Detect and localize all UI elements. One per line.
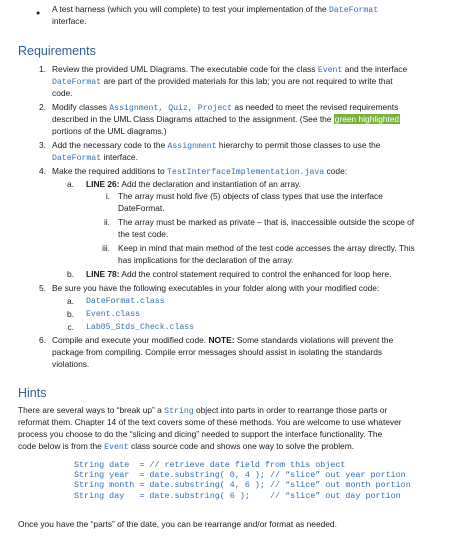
file-dateformat-class: DateFormat.class [86,297,165,306]
hints-text-a: There are several ways to “break up” a [18,405,165,415]
sub-item-label: a. [67,296,74,306]
item4-code-filename: TestInterfaceImplementation.java [167,168,325,177]
hints-text-d: class source code and shows one way to solve the problem. [128,441,355,451]
item-number: 2. [39,102,46,112]
item4a-i-line2: DateFormat. [118,203,165,213]
item1-code-dateformat: DateFormat [52,78,102,87]
requirements-heading: Requirements [18,44,96,58]
sub-item-label: c. [67,322,74,332]
item4b-text: Add the control statement required to control the enhanced for loop here. [119,269,392,279]
hints-line2: reformat them. Chapter 14 of the text covers some of these methods. You are welcome to use whatever [18,417,402,427]
item1-text-b: and the interface [342,64,408,74]
code-line: String month = date.substring( 4, 6 ); // “slice” out month portion [74,480,411,491]
sub-item-label: a. [67,179,74,189]
code-line: String day = date.substring( 6 ); // “slice” out day portion [74,490,401,501]
code-block [74,460,411,501]
hints-heading: Hints [18,386,47,400]
item-number: 3. [39,140,46,150]
green-highlight-text: green highlighted [334,114,400,124]
roman-label: iii. [102,243,110,253]
item2-code-classes: Assignment, Quiz, Project [109,104,233,113]
item1-text-a: Review the provided UML Diagrams. The executable code for the class [52,64,318,74]
code-line: String date = // retrieve date field from this object [74,460,346,470]
item2-text-c: described in the UML Class Diagrams attached to the assignment. (See the [52,114,334,124]
item4a-iii-line2: has implications for the declaration of the array. [118,255,294,265]
item3-code-dateformat: DateFormat [52,154,102,163]
intro-line-1 [52,4,378,17]
item4a-i-line1: The array must hold five (5) objects of class types that use the interface [118,191,383,201]
item-number: 1. [39,64,46,74]
item4-line1 [52,166,347,179]
item4a-ii-line2: the test code. [118,229,169,239]
item1-code-event: Event [317,66,343,75]
item6-line3: violations. [52,359,90,369]
hints-text-b: object into parts in order to rearrange those parts or [193,405,388,415]
bullet-icon: ● [36,10,41,17]
file-event-class: Event.class [86,310,141,319]
item4a-ii-line1: The array must be marked as private – that is, inaccessible outside the scope of [118,217,415,227]
item6-line2: package from compiling. Compile error messages should assist in isolating the standards [52,347,383,357]
sub-item-label: b. [67,269,74,279]
item-number: 6. [39,335,46,345]
roman-label: ii. [103,217,110,227]
item3-text-b: hierarchy to permit those classes to use the [216,140,381,150]
hints-code-event: Event [104,443,129,452]
item3-line2 [52,152,138,165]
intro-line-2: interface. [52,16,87,26]
intro-code: DateFormat [328,6,379,15]
item1-line3: code. [52,88,73,98]
closing-line: Once you have the “parts” of the date, you can be rearrange and/or format as needed. [18,519,337,529]
item4b-line [86,269,391,281]
item5-line1: Be sure you have the following executables in your folder along with your modified code: [52,283,380,293]
item3-line1 [52,140,380,153]
item6-line1 [52,335,393,347]
item3-code-assignment: Assignment [167,142,217,151]
roman-label: i. [105,191,110,201]
hints-text-c: code below is from the [18,441,105,451]
item-number: 5. [39,283,46,293]
hints-code-string: String [164,407,194,416]
sub-item-label: b. [67,309,74,319]
file-lab05-class: Lab05_Stds_Check.class [86,323,195,332]
item3-text-a: Add the necessary code to the [52,140,168,150]
hints-line3: process you choose to do the “slicing and dicing” needed to support the interface functionality. The [18,429,383,439]
hints-line4 [18,441,354,454]
item2-line3: portions of the UML diagrams.) [52,126,167,136]
item2-line2 [52,114,400,126]
intro-text: A test harness (which you will complete) to test your implementation of the [52,4,329,14]
item4b-bold: LINE 78: [86,269,120,279]
item6-text-b: Some standards violations will prevent the [234,335,394,345]
item4a-text: Add the declaration and instantiation of an array. [119,179,301,189]
item1-text-c: are part of the provided materials for this lab; you are not required to write that [101,76,393,86]
item4a-line [86,179,301,191]
item2-line1 [52,102,398,115]
item1-line2 [52,76,393,89]
item3-text-c: interface. [101,152,138,162]
item4-text-a: Make the required additions to [52,166,167,176]
item6-note: NOTE: [208,335,235,345]
item2-text-a: Modify classes [52,102,110,112]
item2-text-b: as needed to meet the revised requirements [232,102,399,112]
item6-text-a: Compile and execute your modified code. [52,335,209,345]
code-line: String year = date.substring( 0, 4 ); // “slice” out year portion [74,470,406,481]
item1-line1 [52,64,407,77]
item4a-iii-line1: Keep in mind that main method of the test code accesses the array directly. This [118,243,415,253]
hints-line1 [18,405,387,418]
item4-text-b: code: [324,166,348,176]
item-number: 4. [39,166,46,176]
item4a-bold: LINE 26: [86,179,120,189]
